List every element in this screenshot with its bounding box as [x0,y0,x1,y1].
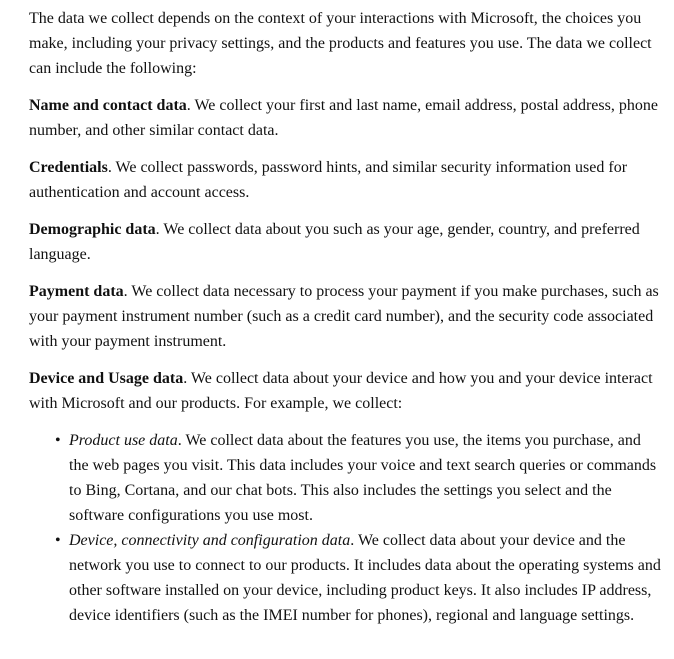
section-term: Payment data [29,283,124,300]
list-item-term: Product use data [69,432,178,449]
list-item-term: Device, connectivity and configuration data [69,532,351,549]
intro-paragraph: The data we collect depends on the context of your interactions with Microsoft, the choices you make, including your privacy settings, and the products and features you use. The data we collect can include the following: [29,10,652,77]
bullet-icon: • [55,532,61,549]
bullet-icon: • [55,432,61,449]
section-credentials [29,155,662,205]
usage-data-list [29,428,662,628]
section-term: Device and Usage data [29,370,184,387]
section-name-and-contact-data [29,93,662,143]
section-payment-data [29,279,662,354]
list-item-device-connectivity-data [55,528,662,628]
section-text: . We collect data about your device and how you and your device interact with Microsoft and our products. For example, we collect: [29,370,653,412]
list-item-text: . We collect data about your device and the network you use to connect to our products. It includes data about the operating systems and other software installed on your device, including product keys. It also includes IP address, device identifiers (such as the IMEI number for phones), regional and language settings. [69,532,661,624]
section-text: . We collect data about you such as your age, gender, country, and preferred language. [29,221,640,263]
section-demographic-data [29,217,662,267]
list-item-product-use-data [55,428,662,528]
section-text: . We collect your first and last name, email address, postal address, phone number, and other similar contact data. [29,97,658,139]
section-term: Demographic data [29,221,156,238]
section-term: Credentials [29,159,108,176]
section-device-and-usage-data [29,366,662,416]
section-term: Name and contact data [29,97,187,114]
list-item-text: . We collect data about the features you use, the items you purchase, and the web pages you visit. This data includes your voice and text search queries or commands to Bing, Cortana, and our chat bots. This also includes the settings you select and the software configurations you use most. [69,432,657,524]
section-text: . We collect data necessary to process your payment if you make purchases, such as your payment instrument number (such as a credit card number), and the security code associated with your payment instrument. [29,283,659,350]
section-text: . We collect passwords, password hints, and similar security information used for authentication and account access. [29,159,628,201]
